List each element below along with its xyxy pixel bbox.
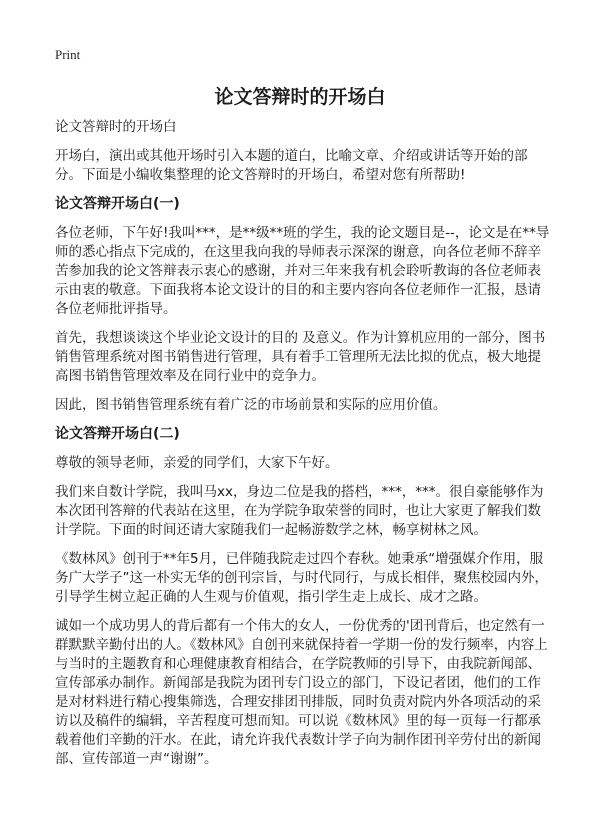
subtitle: 论文答辩时的开场白 <box>55 119 177 135</box>
paragraph: 各位老师，下午好!我叫***，是**级**班的学生，我的论文题目是--，论文是在**导师的悉心指点下完成的，在这里我向我的导师表示深深的谢意，向各位老师不辞辛苦参加我的论文答辩表示衷心的感谢，并对三年来我有机会聆听教诲的各位老师表示由衷的敬意。下面我将本论文设计的目的和主要内容向各位老师作一汇报，恳请各位老师批评指导。 <box>55 225 550 317</box>
section-heading-2: 论文答辩开场白(二) <box>55 426 180 442</box>
paragraph: 因此，图书销售管理系统有着广泛的市场前景和实际的应用价值。 <box>55 397 447 413</box>
section-heading-1: 论文答辩开场白(一) <box>55 196 180 212</box>
paragraph: 诚如一个成功男人的背后都有一个伟大的女人，一份优秀的'团刊背后，也定然有一群默默辛勤付出的人。《数林风》自创刊来就保持着一学期一份的发行频率，内容上与当时的主题教育和心理健康教育相结合，在学院教师的引导下，由我院新闻部、宣传部承办制作。新闻部是我院为团刊专门设立的部门，下设记者团，他们的工作是对材料进行精心搜集筛选，合理安排团刊排版，同时负责对院内外各项活动的采访以及稿件的编辑，辛苦程度可想而知。可以说《数林风》里的每一页每一行都承载着他们辛勤的汗水。在此，请允许我代表数计学子向为制作团刊辛劳付出的新闻部、宣传部道一声“谢谢”。 <box>55 618 548 767</box>
document-title: 论文答辩时的开场白 <box>214 86 386 108</box>
print-link[interactable]: Print <box>55 47 81 62</box>
intro-paragraph: 开场白，演出或其他开场时引入本题的道白，比喻文章、介绍或讲话等开始的部分。下面是小编收集整理的论文答辩时的开场白，希望对您有所帮助! <box>55 148 528 183</box>
paragraph: 《数林风》创刊于**年5月，已伴随我院走过四个春秋。她秉承“增强媒介作用，服务广大学子”这一朴实无华的创刊宗旨，与时代同行，与成长相伴，聚焦校园内外，引导学生树立起正确的人生观与价值观，指引学生走上成长、成才之路。 <box>55 551 548 605</box>
document-body <box>55 118 551 779</box>
paragraph: 我们来自数计学院，我叫马xx，身边二位是我的搭档，***，***。很自豪能够作为本次团刊答辩的代表站在这里，在为学院争取荣誉的同时，也让大家更了解我们数计学院。下面的时间还请大家随我们一起畅游数学之林，畅享树林之风。 <box>55 484 544 538</box>
paragraph: 首先，我想谈谈这个毕业论文设计的目的 及意义。作为计算机应用的一部分，图书销售管理系统对图书销售进行管理，具有着手工管理所无法比拟的优点，极大地提高图书销售管理效率及在同行业中的竞争力。 <box>55 330 546 384</box>
paragraph: 尊敬的领导老师，亲爱的同学们，大家下午好。 <box>55 455 339 471</box>
